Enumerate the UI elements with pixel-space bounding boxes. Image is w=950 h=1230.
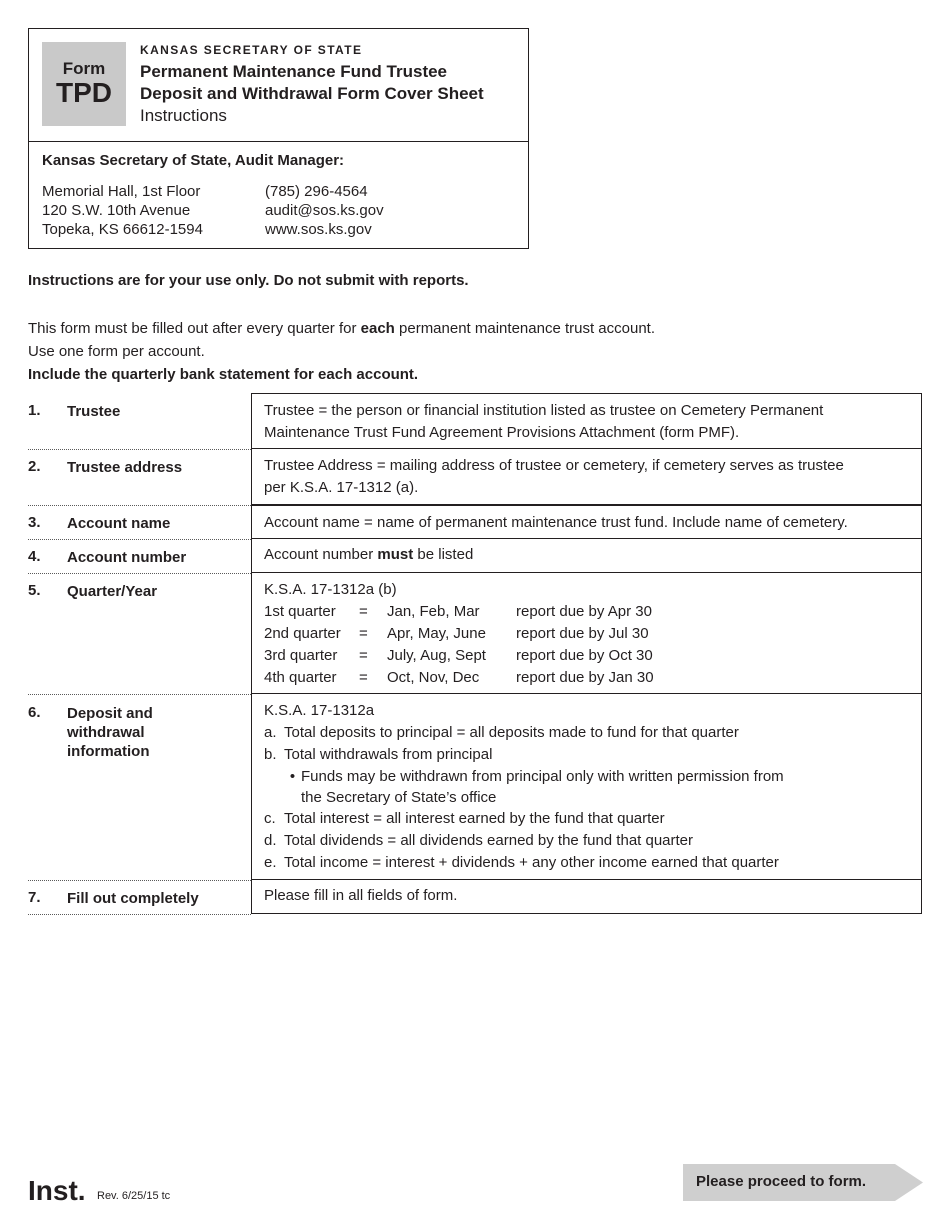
row-label: Account name (67, 515, 171, 532)
statute-reference: K.S.A. 17-1312a (b) (264, 581, 397, 598)
row-description (251, 449, 922, 505)
dotted-divider (28, 914, 251, 915)
row-description (251, 694, 922, 880)
agency-name: KANSAS SECRETARY OF STATE (140, 43, 363, 57)
description-line: Trustee = the person or financial institution listed as trustee on Cemetery Permanent (264, 402, 824, 419)
list-item: b. Total withdrawals from principal (264, 746, 493, 763)
contact-heading: Kansas Secretary of State, Audit Manager: (42, 152, 345, 169)
row-number: 5. (28, 582, 41, 599)
description-line: Trustee Address = mailing address of trustee or cemetery, if cemetery serves as trustee (264, 457, 844, 474)
row-number: 7. (28, 889, 41, 906)
description-line: Account number must be listed (264, 546, 474, 563)
contact-phone: (785) 296-4564 (265, 183, 368, 200)
description-line: per K.S.A. 17-1312 (a). (264, 479, 419, 496)
contact-website: www.sos.ks.gov (265, 221, 372, 238)
bullet-item: • Funds may be withdrawn from principal only with written permission from (289, 768, 784, 785)
row-description (251, 539, 922, 573)
table-row (28, 539, 922, 573)
contact-address-line: Memorial Hall, 1st Floor (42, 183, 201, 200)
list-item: d. Total dividends = all dividends earned by the fund that quarter (264, 832, 694, 849)
usage-note: Instructions are for your use only. Do not submit with reports. (28, 272, 469, 289)
row-label: Trustee (67, 403, 121, 420)
table-row (28, 393, 922, 449)
form-title-line1: Permanent Maintenance Fund Trustee (140, 62, 448, 81)
list-item: e. Total income = interest + dividends + any other income earned that quarter (264, 854, 779, 871)
intro-line1: This form must be filled out after every quarter for each permanent maintenance trust account. (28, 320, 655, 337)
description-line: Please fill in all fields of form. (264, 887, 458, 904)
list-item: a. Total deposits to principal = all deposits made to fund for that quarter (264, 724, 739, 741)
quarter-row: 4th quarter = Oct, Nov, Dec report due by Jan 30 (264, 669, 654, 686)
description-line: Account name = name of permanent maintenance trust fund. Include name of cemetery. (264, 514, 848, 531)
description-line: Maintenance Trust Fund Agreement Provisions Attachment (form PMF). (264, 424, 740, 441)
row-label-line: information (67, 743, 150, 760)
row-description (251, 880, 922, 914)
instruction-table (28, 393, 922, 914)
row-label-line: withdrawal (67, 724, 145, 741)
revision-date: Rev. 6/25/15 tc (97, 1190, 171, 1202)
row-label (67, 704, 153, 761)
table-row (28, 505, 922, 539)
row-description (251, 573, 922, 694)
row-label: Account number (67, 549, 187, 566)
contact-address-line: 120 S.W. 10th Avenue (42, 202, 191, 219)
row-number: 2. (28, 458, 41, 475)
row-number: 1. (28, 402, 41, 419)
contact-address-line: Topeka, KS 66612-1594 (42, 221, 203, 238)
table-row (28, 449, 922, 505)
row-description (251, 393, 922, 449)
badge-form-word: Form (62, 59, 106, 78)
list-item: c. Total interest = all interest earned by the fund that quarter (264, 810, 665, 827)
proceed-arrow (683, 1164, 923, 1201)
form-badge (42, 42, 126, 126)
statute-reference: K.S.A. 17-1312a (264, 702, 375, 719)
bullet-item-continued: the Secretary of State’s office (301, 789, 497, 806)
form-title-line2: Deposit and Withdrawal Form Cover Sheet (140, 84, 484, 103)
intro-line3: Include the quarterly bank statement for each account. (28, 366, 419, 383)
table-row (28, 694, 922, 880)
row-number: 4. (28, 548, 41, 565)
intro-line2: Use one form per account. (28, 343, 205, 360)
row-label: Quarter/Year (67, 583, 158, 600)
badge-form-code: TPD (56, 77, 112, 108)
instructions-page-label: Inst. (28, 1175, 86, 1206)
row-description (251, 505, 922, 539)
table-row (28, 573, 922, 694)
contact-email: audit@sos.ks.gov (265, 202, 384, 219)
form-header (28, 28, 529, 249)
row-label: Trustee address (67, 459, 183, 476)
quarter-row: 2nd quarter = Apr, May, June report due by Jul 30 (264, 625, 649, 642)
row-label: Fill out completely (67, 890, 199, 907)
proceed-text: Please proceed to form. (696, 1173, 867, 1190)
table-row (28, 880, 922, 914)
quarter-row: 1st quarter = Jan, Feb, Mar report due by Apr 30 (264, 603, 652, 620)
quarter-row: 3rd quarter = July, Aug, Sept report due by Oct 30 (264, 647, 653, 664)
row-number: 3. (28, 514, 41, 531)
form-subtitle: Instructions (140, 106, 227, 125)
header-title-area (29, 29, 528, 142)
row-number: 6. (28, 704, 41, 721)
row-label-line: Deposit and (67, 705, 153, 722)
